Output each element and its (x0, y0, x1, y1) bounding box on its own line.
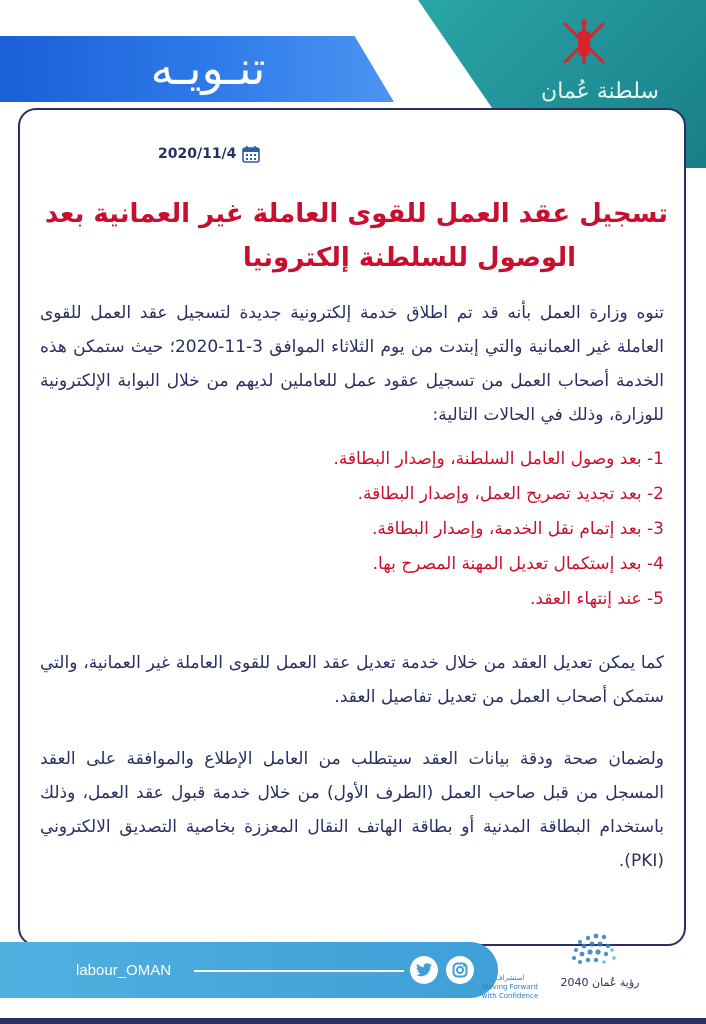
ministry-line-country: سلطنة عُمان (541, 79, 659, 104)
banner-title: تنـويـه (150, 41, 266, 95)
intro-paragraph: تنوه وزارة العمل بأنه قد تم اطلاق خدمة إلكترونية جديدة لتسجيل عقد العمل للقوى العاملة غير العمانية والتي إبتدت من يوم الثلاثاء الموافق 3-11-2020؛ حيث ستمكن هذه الخدمة أصحاب العمل من تسجيل عقود عمل للعاملين لديهم من خلال البوابة الإلكترونية للوزارة، وذلك في الحالات التالية: (40, 303, 664, 425)
list-item: 5- عند إنتهاء العقد. (530, 589, 664, 609)
instagram-icon[interactable] (446, 956, 474, 984)
oman-vision-text: رؤية عُمان 2040 (560, 976, 640, 989)
calendar-icon (242, 145, 260, 163)
notice-title-line2: الوصول للسلطنة إلكترونيا (242, 243, 576, 273)
list-item: 4- بعد إستكمال تعديل المهنة المصرح بها. (372, 554, 664, 574)
list-item: 1- بعد وصول العامل السلطنة، وإصدار البطاقة. (333, 449, 664, 469)
twitter-icon[interactable] (410, 956, 438, 984)
vision-en: Moving Forward with Confidence (481, 983, 539, 1000)
social-handle[interactable]: labour_OMAN (76, 962, 172, 979)
notice-title (40, 192, 668, 280)
vision-ar: استشراف (495, 974, 525, 982)
list-item: 2- بعد تجديد تصريح العمل، وإصدار البطاقة. (357, 484, 664, 504)
amendment-paragraph: كما يمكن تعديل العقد من خلال خدمة تعديل عقد العمل للقوى العاملة غير العمانية، والتي ستمكن أصحاب العمل من تعديل تفاصيل العقد. (40, 653, 664, 707)
notice-date-row (158, 143, 260, 165)
list-item: 3- بعد إتمام نقل الخدمة، وإصدار البطاقة. (372, 519, 664, 539)
verification-paragraph: ولضمان صحة ودقة بيانات العقد سيتطلب من العامل الإطلاع والموافقة على العقد المسجل من قبل صاحب العمل (الطرف الأول) من خلال خدمة قبول عقد العمل، وذلك باستخدام البطاقة المدنية أو بطاقة الهاتف النقال المعززة بخاصية التصديق الالكتروني (PKI). (40, 749, 664, 871)
notice-title-line1: تسجيل عقد العمل للقوى العاملة غير العمانية بعد (44, 199, 668, 229)
notice-date: 2020/11/4 (158, 146, 237, 162)
oman-emblem-icon (555, 14, 613, 72)
cases-list (40, 442, 664, 617)
bottom-strip (0, 1018, 706, 1024)
oman-vision-logo-icon (540, 928, 680, 998)
moving-forward-logo (480, 974, 540, 1001)
footer-divider (194, 970, 404, 972)
